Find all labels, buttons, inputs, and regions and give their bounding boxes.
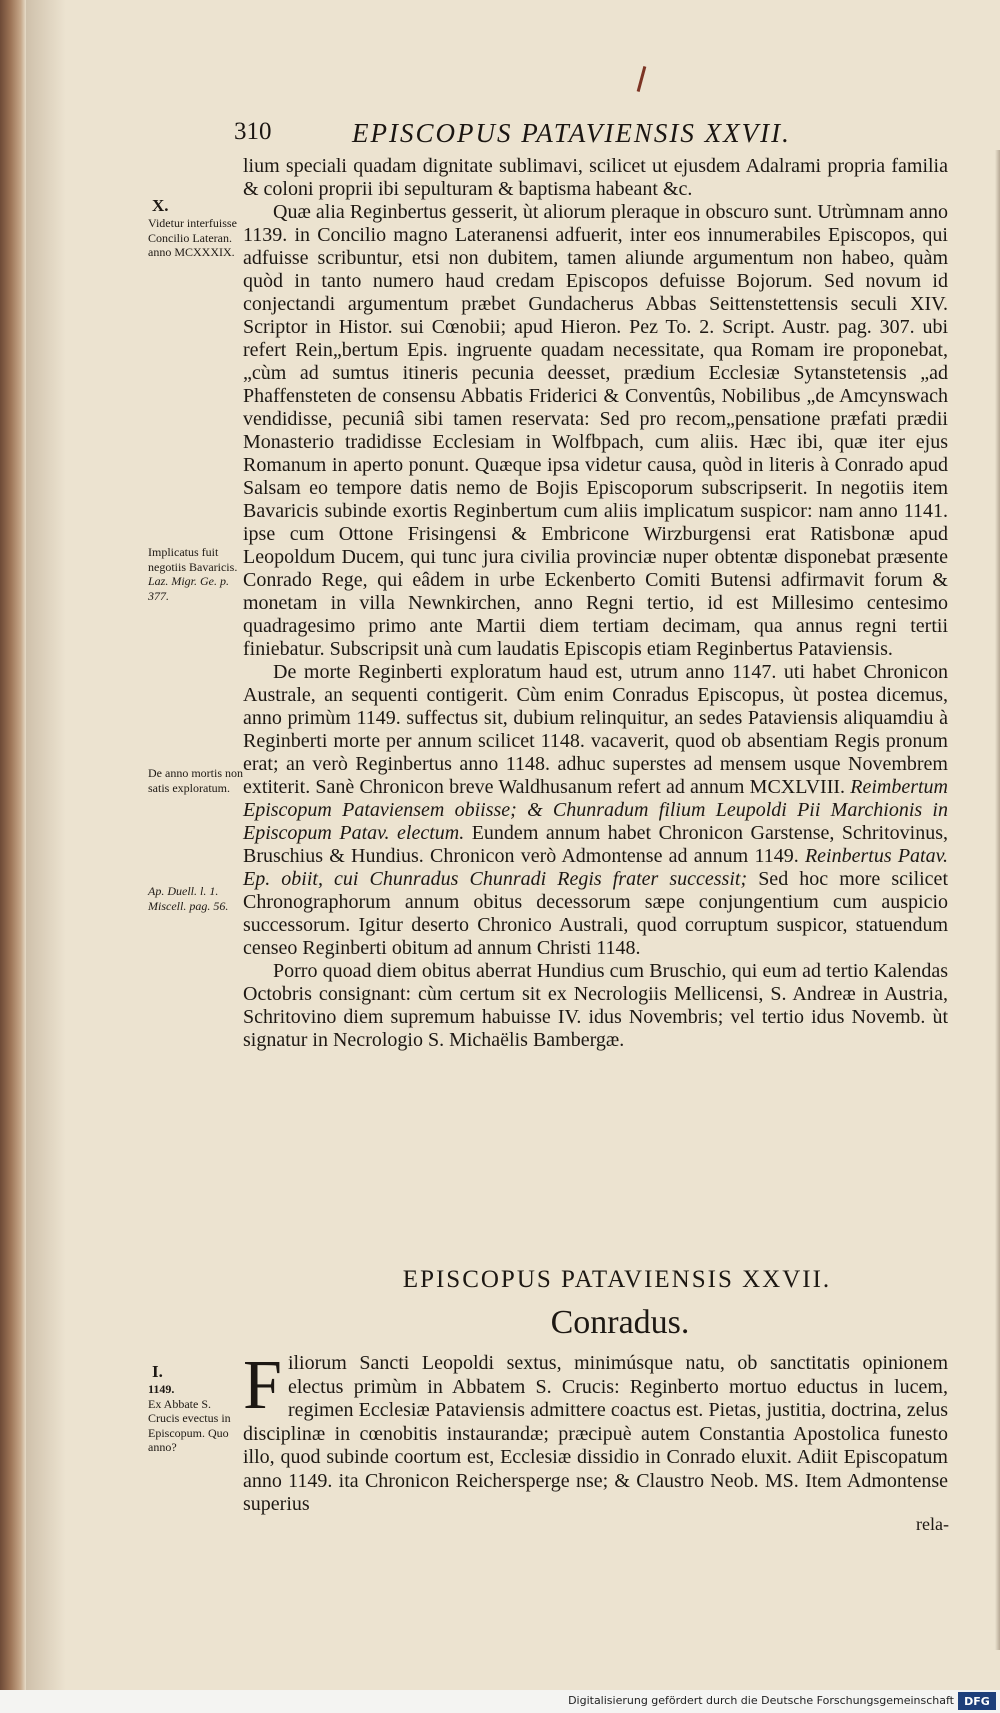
margin-note-text: Implicatus fuit negotiis Bavaricis. <box>148 545 238 574</box>
margin-note-reference: Ap. Duell. l. 1. Miscell. pag. 56. <box>148 884 229 913</box>
margin-section-number: X. <box>152 196 169 215</box>
paragraph: Porro quoad diem obitus aberrat Hundius cum Bruschio, qui eum ad tertio Kalendas Octobris consignant: cùm certum sit ex Necrologiis Mellicensi, S. Andreæ in Austria, Schritovino diem supremum habuisse IV. idus Novembris; vel tertio idus Novemb. ùt signatur in Necrologio S. Michaëlis Bambergæ. <box>243 960 948 1051</box>
margin-note-x <box>148 196 244 260</box>
margin-year: 1149. <box>148 1382 175 1396</box>
drop-cap: F <box>243 1347 282 1424</box>
margin-note-reference: Laz. Migr. Ge. p. 377. <box>148 574 230 603</box>
italic-quote: Reimbertum Episcopum Pataviensem obiisse; & Chunradum filium Leupoldi Pii Marchionis in Episcopum Patav. electum. <box>243 776 948 844</box>
margin-note-text: Ex Abbate S. Crucis evectus in Episcopum. Quo anno? <box>148 1396 231 1454</box>
section-heading: EPISCOPUS PATAVIENSIS XXVII. <box>402 1266 832 1293</box>
section-title: Conradus. <box>550 1304 690 1341</box>
margin-note-text: Videtur interfuisse Concilio Lateran. anno MCXXXIX. <box>148 216 237 259</box>
paragraph: Quæ alia Reginbertus gesserit, ùt aliorum pleraque in obscuro sunt. Utrùmnam anno 1139. in Concilio magno Lateranensi adfuerit, inter eos innumerabiles Episcopos, qui adfuisse scribuntur, etsi non dubitem, tamen aliunde argumentum non habeo, quàm quòd in tanto numero haud credam Episcopos defuisse Bojorum. Sed novum id conjectandi argumentum præbet Gundacherus Abbas Seittenstettensis seculi XIV. Scriptor in Histor. sui Cœnobii; apud Hieron. Pez To. 2. Script. Austr. pag. 307. ubi refert Rein„bertum Epis. ingruente quadam necessitate, qua Romam ire proponebat, „cùm ad sumtus itineris pecunia deesset, prædium Ecclesiæ Sytanstetensis „ad Phaffensteten de consensu Abbatis Friderici & Conventûs, Nobilibus „de Amcynswach vendidisse, pecuniâ sibi tamen reservata: Sed pro recom„pensatione præfati prædii Monasterio tradidisse Ecclesiam in Wolfbpach, cum aliis. Hæc ibi, quæ iter ejus Romanum in aperto ponunt. Quæque ipsa videtur causa, quòd in literis à Conrado apud Salsam eo tempore datis nemo de Bojis Episcoporum subscripserit. In negotiis item Bavaricis subinde exortis Reginbertum cum aliis implicatum suspicor: nam anno 1141. ipse cum Ottone Frisingensi & Embricone Wirzburgensi erat Ratisbonæ apud Leopoldum Ducem, qui tunc jura civilia provinciæ nuper obtentæ disponebat præsente Conrado Rege, qui eâdem in urbe Eckenberto Comiti Butensi adfirmavit forum & monetam in villa Newnkirchen, anno Regni tertio, id est Millesimo centesimo quadragesimo primo ante Martii diem tertiam decimam, qua annus regni tertii finiebatur. Subscripsit unà cum laudatis Episcopis etiam Reginbertus Pataviensis. <box>243 201 948 660</box>
paragraph: lium speciali quadam dignitate sublimavi, scilicet ut ejusdem Adalrami propria familia & coloni proprii ibi sepulturam & baptisma habeant &c. <box>243 155 948 200</box>
footer-credit: Digitalisierung gefördert durch die Deutsche Forschungsgemeinschaft <box>568 1694 954 1707</box>
margin-note-text: De anno mortis non satis exploratum. <box>148 766 243 795</box>
section-text <box>243 1347 948 1517</box>
right-edge-shadow <box>995 150 1000 1650</box>
margin-note-de-anno <box>148 766 244 795</box>
book-spine-edge <box>0 0 26 1713</box>
italic-quote: Reinbertus Patav. Ep. obiit, cui Chunradus Chunradi Regis frater successit; <box>243 845 948 890</box>
running-head: EPISCOPUS PATAVIENSIS XXVII. <box>352 118 791 148</box>
gutter-shadow <box>26 0 66 1713</box>
dfg-logo: DFG <box>958 1692 996 1710</box>
paragraph-text: Sed hoc more scilicet Chronographorum annum obitus decessorum sæpe conjungentium cum auspicio successorum. Igitur deserto Chronico Australi, quod corruptum suspicor, statuendum censeo Reginberti obitum ad annum Christi 1148. <box>243 868 948 959</box>
catchword: rela- <box>916 1514 949 1534</box>
paragraph-text: De morte Reginberti exploratum haud est, utrum anno 1147. uti habet Chronicon Australe, an sequenti contigerit. Cùm enim Conradus Episcopus, ùt postea dicemus, anno primùm 1149. suffectus sit, dubium relinquitur, an sedes Pataviensis aliquamdiu à Reginberti morte per annum scilicet 1148. vacaverit, quod ob absentiam Regis pronum erat; an verò Reginbertus anno 1148. adhuc superstes ad mensem usque Novembrem extiterit. Sanè Chronicon breve Waldhusanum refert ad annum MCXLVIII. <box>243 661 948 798</box>
page-number: 310 <box>234 118 272 145</box>
margin-note-ap-duell <box>148 884 244 913</box>
margin-section-number: I. <box>152 1362 163 1381</box>
margin-note-implicatus <box>148 545 244 603</box>
paragraph-text: Eundem annum habet Chronicon Garstense, Schritovinus, Bruschius & Hundius. Chronicon verò Admontense ad annum 1149. <box>243 822 948 867</box>
margin-note-i <box>148 1362 244 1455</box>
paragraph <box>243 661 948 960</box>
ink-mark <box>637 66 647 92</box>
paragraph: iliorum Sancti Leopoldi sextus, minimúsque natu, ob sanctitatis opinionem electus primùm in Abbatem S. Crucis: Reginberto mortuo eductus in lucem, regimen Ecclesiæ Pataviensis admittere coactus est. Pietas, justitia, doctrina, zelus disciplinæ in cœnobitis instaurandæ; præcipuè autem Constantia Apostolica funesto illo, quod subinde coortum est, Ecclesiæ dissidio in Conrado eluxit. Adiit Episcopatum anno 1149. ita Chronicon Reichersperge nse; & Claustro Neob. MS. Item Admontense superius <box>243 1352 948 1515</box>
page-header <box>234 118 874 152</box>
main-text <box>243 155 948 1052</box>
